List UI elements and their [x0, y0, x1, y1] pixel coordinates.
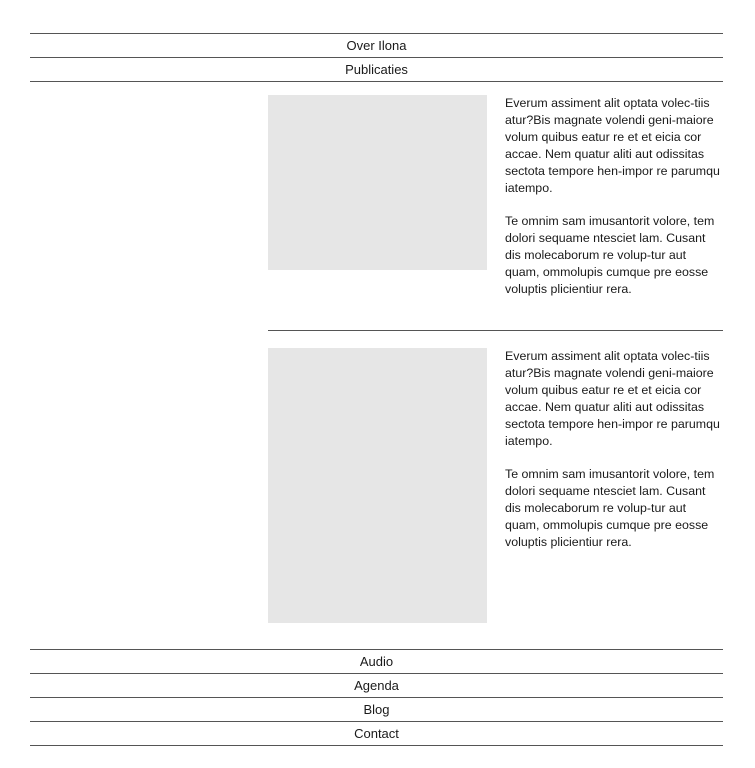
publication-item: [268, 348, 723, 623]
nav-item-agenda[interactable]: Agenda: [30, 673, 723, 697]
nav-item-audio[interactable]: Audio: [30, 649, 723, 673]
publication-paragraph: Te omnim sam imusantorit volore, tem dolori sequame ntesciet lam. Cusant dis molecaborum re volup-tur aut quam, ommolupis cumque pre eosse voluptis plicientiur rera.: [505, 214, 715, 296]
publication-description: [505, 95, 723, 315]
nav-divider: [30, 81, 723, 82]
publication-paragraph: Te omnim sam imusantorit volore, tem dolori sequame ntesciet lam. Cusant dis molecaborum re volup-tur aut quam, ommolupis cumque pre eosse voluptis plicientiur rera.: [505, 467, 715, 549]
publication-paragraph: Everum assiment alit optata volec-tiis atur?Bis magnate volendi geni-maiore volum quibus eatur re et et eicia cor accae. Nem quatur aliti aut odissitas sectota tempore hen-impor re parumqu iatempo.: [505, 349, 720, 448]
nav-item-over-ilona[interactable]: Over Ilona: [30, 33, 723, 57]
publication-divider: [268, 330, 723, 331]
publication-paragraph: Everum assiment alit optata volec-tiis atur?Bis magnate volendi geni-maiore volum quibus eatur re et et eicia cor accae. Nem quatur aliti aut odissitas sectota tempore hen-impor re parumqu iatempo.: [505, 96, 720, 195]
publication-image-placeholder: [268, 95, 487, 270]
nav-divider: [30, 745, 723, 746]
nav-item-contact[interactable]: Contact: [30, 721, 723, 745]
publication-description: [505, 348, 723, 568]
nav-item-blog[interactable]: Blog: [30, 697, 723, 721]
publication-image-placeholder: [268, 348, 487, 623]
nav-item-publicaties[interactable]: Publicaties: [30, 57, 723, 81]
publication-item: [268, 95, 723, 311]
